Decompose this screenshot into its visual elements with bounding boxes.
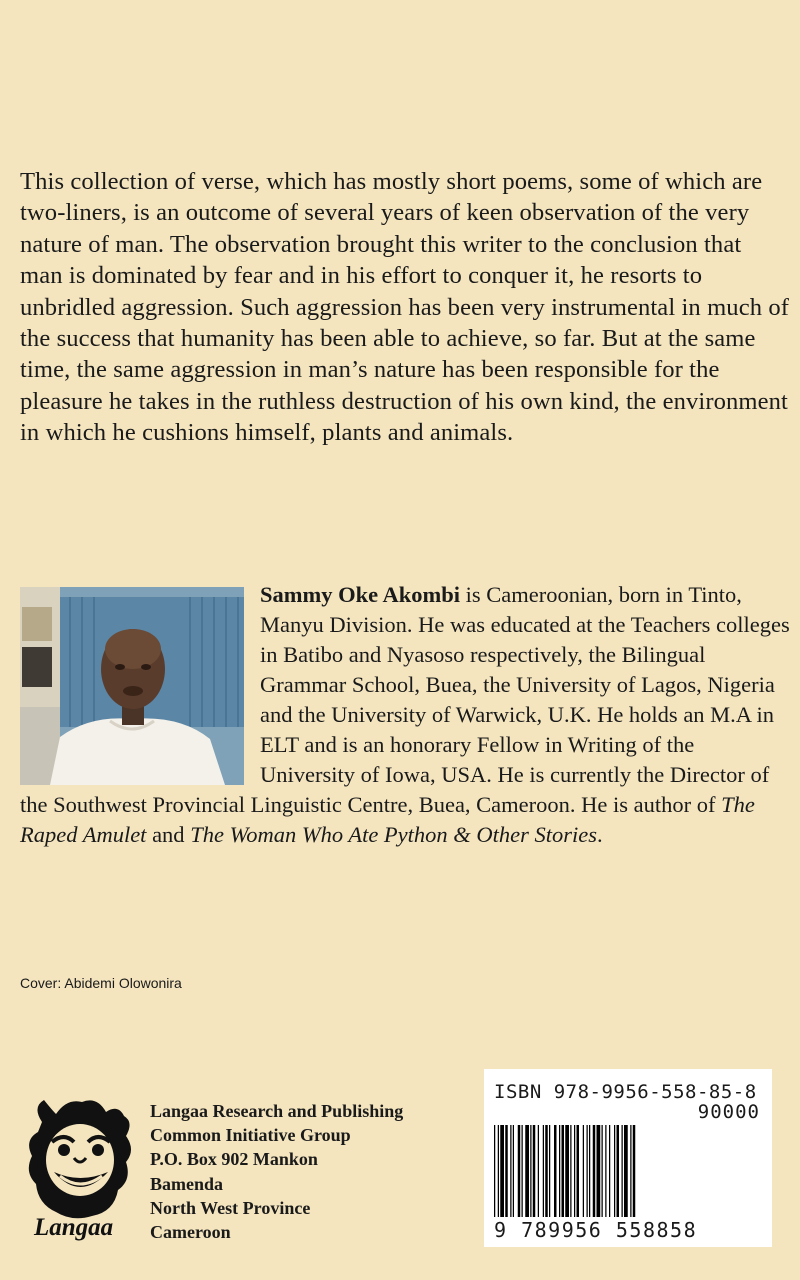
isbn-label: ISBN 978-9956-558-85-8 — [494, 1081, 757, 1103]
author-name: Sammy Oke Akombi — [260, 582, 461, 607]
publisher-line: Common Initiative Group — [150, 1125, 351, 1146]
publisher-line: Langaa Research and Publishing — [150, 1101, 404, 1121]
book-title-woman-who-ate-python: The Woman Who Ate Python & Other Stories — [190, 822, 598, 847]
back-cover-blurb: This collection of verse, which has mostly short poems, some of which are two-liners, is an outcome of several years of keen observation of the very nature of man. The observation brought this writer to the conclusion that man is dominated by fear and in his effort to conquer it, he resorts to unbridled aggression. Such aggression has been very instrumental in much of the success that humanity has been able to achieve, so far. But at the same time, the same aggression in man’s nature has been responsible for the pleasure he takes in the ruthless destruction of his own kind, the environment in which he cushions himself, plants and animals. — [20, 168, 790, 447]
barcode-number: 9 789956 558858 — [494, 1218, 698, 1242]
langaa-logo — [22, 1092, 140, 1262]
book-title-raped-amulet: The Raped Amulet — [20, 792, 755, 847]
publisher-line: P.O. Box 902 Mankon — [150, 1149, 318, 1170]
publisher-address — [150, 1099, 403, 1244]
barcode-bars — [494, 1125, 762, 1217]
isbn-barcode — [484, 1069, 772, 1247]
publisher-line: Cameroon — [150, 1222, 231, 1243]
cover-credit: Cover: Abidemi Olowonira — [20, 975, 182, 991]
publisher-line: Bamenda — [150, 1173, 224, 1194]
publisher-line: North West Province — [150, 1197, 311, 1218]
langaa-logo-text: Langaa — [34, 1214, 114, 1241]
author-bio: Sammy Oke Akombi is Cameroonian, born in Tinto, Manyu Division. He was educated at the Teachers colleges in Batibo and Nyasoso respectively, the Bilingual Grammar School, Buea, the University of Lagos, Nigeria and the University of Warwick, U.K. He holds an M.A in ELT and is an honorary Fellow in Writing of the University of Iowa, USA. He is currently the Director of the Southwest Provincial Linguistic Centre, Buea, Cameroon. He is author of The Raped Amulet and The Woman Who Ate Python & Other Stories. — [20, 582, 790, 847]
price-code: 90000 — [697, 1101, 760, 1123]
